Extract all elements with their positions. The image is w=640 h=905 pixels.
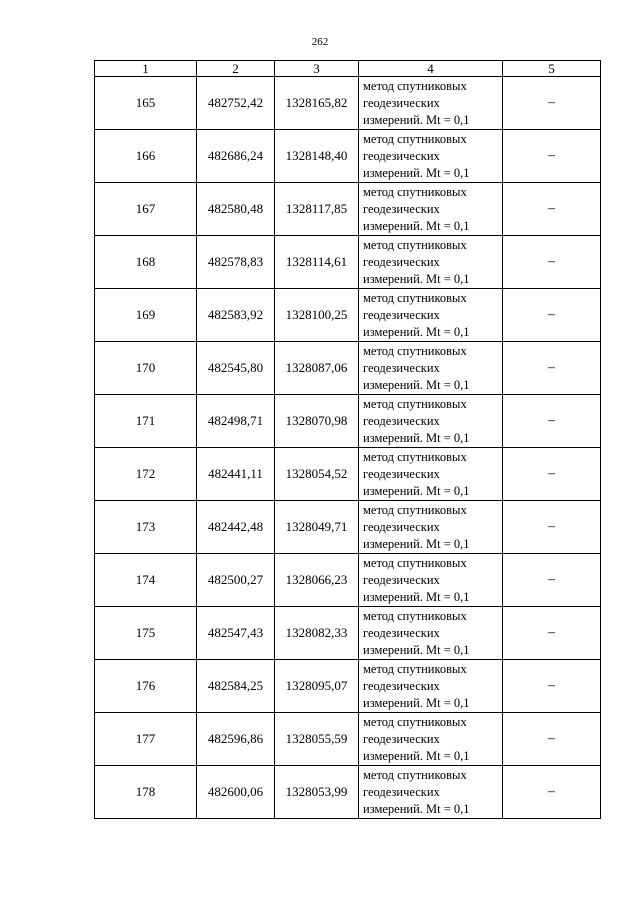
column-header: 1 — [95, 61, 197, 77]
method-line: метод спутниковых — [363, 714, 467, 729]
method-line: измерений. Mt = 0,1 — [363, 271, 470, 286]
x-coordinate-cell: 482752,42 — [197, 77, 275, 130]
method-line: метод спутниковых — [363, 502, 467, 517]
x-coordinate-cell: 482580,48 — [197, 183, 275, 236]
point-number-cell: 177 — [95, 713, 197, 766]
header-row — [95, 61, 601, 77]
method-line: метод спутниковых — [363, 555, 467, 570]
point-number-cell: 175 — [95, 607, 197, 660]
x-coordinate-cell: 482545,80 — [197, 342, 275, 395]
method-line: геодезических — [363, 466, 440, 481]
method-cell — [359, 289, 503, 342]
method-line: геодезических — [363, 307, 440, 322]
method-line: метод спутниковых — [363, 608, 467, 623]
x-coordinate-cell: 482600,06 — [197, 766, 275, 819]
method-line: метод спутниковых — [363, 131, 467, 146]
note-cell: – — [503, 501, 601, 554]
method-line: метод спутниковых — [363, 767, 467, 782]
method-line: геодезических — [363, 519, 440, 534]
method-line: измерений. Mt = 0,1 — [363, 801, 470, 816]
point-number-cell: 166 — [95, 130, 197, 183]
method-cell — [359, 713, 503, 766]
method-line: измерений. Mt = 0,1 — [363, 218, 470, 233]
note-cell: – — [503, 77, 601, 130]
method-line: метод спутниковых — [363, 184, 467, 199]
y-coordinate-cell: 1328053,99 — [275, 766, 359, 819]
y-coordinate-cell: 1328055,59 — [275, 713, 359, 766]
note-cell: – — [503, 713, 601, 766]
note-cell: – — [503, 289, 601, 342]
point-number-cell: 174 — [95, 554, 197, 607]
y-coordinate-cell: 1328087,06 — [275, 342, 359, 395]
table-row — [95, 448, 601, 501]
table-row — [95, 713, 601, 766]
method-line: геодезических — [363, 201, 440, 216]
method-line: геодезических — [363, 360, 440, 375]
y-coordinate-cell: 1328066,23 — [275, 554, 359, 607]
method-cell — [359, 766, 503, 819]
point-number-cell: 173 — [95, 501, 197, 554]
note-cell: – — [503, 448, 601, 501]
table-row — [95, 501, 601, 554]
point-number-cell: 176 — [95, 660, 197, 713]
point-number-cell: 178 — [95, 766, 197, 819]
method-line: метод спутниковых — [363, 78, 467, 93]
method-line: геодезических — [363, 784, 440, 799]
method-line: измерений. Mt = 0,1 — [363, 377, 470, 392]
table-row — [95, 183, 601, 236]
table-row — [95, 554, 601, 607]
table-row — [95, 342, 601, 395]
point-number-cell: 169 — [95, 289, 197, 342]
method-line: метод спутниковых — [363, 290, 467, 305]
note-cell: – — [503, 766, 601, 819]
method-line: измерений. Mt = 0,1 — [363, 483, 470, 498]
method-cell — [359, 501, 503, 554]
point-number-cell: 168 — [95, 236, 197, 289]
table-body — [95, 77, 601, 819]
method-line: геодезических — [363, 95, 440, 110]
y-coordinate-cell: 1328049,71 — [275, 501, 359, 554]
method-line: измерений. Mt = 0,1 — [363, 695, 470, 710]
method-cell — [359, 395, 503, 448]
note-cell: – — [503, 342, 601, 395]
method-line: измерений. Mt = 0,1 — [363, 324, 470, 339]
method-line: измерений. Mt = 0,1 — [363, 748, 470, 763]
method-line: измерений. Mt = 0,1 — [363, 430, 470, 445]
method-cell — [359, 130, 503, 183]
point-number-cell: 167 — [95, 183, 197, 236]
method-line: геодезических — [363, 731, 440, 746]
note-cell: – — [503, 236, 601, 289]
y-coordinate-cell: 1328095,07 — [275, 660, 359, 713]
column-header: 3 — [275, 61, 359, 77]
method-line: измерений. Mt = 0,1 — [363, 536, 470, 551]
column-header: 5 — [503, 61, 601, 77]
method-line: измерений. Mt = 0,1 — [363, 642, 470, 657]
x-coordinate-cell: 482547,43 — [197, 607, 275, 660]
x-coordinate-cell: 482498,71 — [197, 395, 275, 448]
method-line: геодезических — [363, 678, 440, 693]
table-row — [95, 289, 601, 342]
method-cell — [359, 183, 503, 236]
table-row — [95, 766, 601, 819]
column-header: 4 — [359, 61, 503, 77]
table-row — [95, 660, 601, 713]
method-cell — [359, 342, 503, 395]
x-coordinate-cell: 482578,83 — [197, 236, 275, 289]
point-number-cell: 171 — [95, 395, 197, 448]
method-line: метод спутниковых — [363, 661, 467, 676]
y-coordinate-cell: 1328054,52 — [275, 448, 359, 501]
x-coordinate-cell: 482596,86 — [197, 713, 275, 766]
method-line: метод спутниковых — [363, 343, 467, 358]
method-cell — [359, 77, 503, 130]
table-row — [95, 77, 601, 130]
method-line: метод спутниковых — [363, 237, 467, 252]
method-line: геодезических — [363, 572, 440, 587]
x-coordinate-cell: 482441,11 — [197, 448, 275, 501]
method-line: геодезических — [363, 413, 440, 428]
note-cell: – — [503, 130, 601, 183]
method-cell — [359, 607, 503, 660]
column-header: 2 — [197, 61, 275, 77]
point-number-cell: 170 — [95, 342, 197, 395]
y-coordinate-cell: 1328114,61 — [275, 236, 359, 289]
note-cell: – — [503, 607, 601, 660]
x-coordinate-cell: 482584,25 — [197, 660, 275, 713]
note-cell: – — [503, 183, 601, 236]
note-cell: – — [503, 395, 601, 448]
y-coordinate-cell: 1328117,85 — [275, 183, 359, 236]
method-cell — [359, 660, 503, 713]
method-cell — [359, 236, 503, 289]
x-coordinate-cell: 482442,48 — [197, 501, 275, 554]
x-coordinate-cell: 482583,92 — [197, 289, 275, 342]
x-coordinate-cell: 482500,27 — [197, 554, 275, 607]
y-coordinate-cell: 1328070,98 — [275, 395, 359, 448]
method-line: геодезических — [363, 254, 440, 269]
page-number: 262 — [311, 36, 329, 48]
table-row — [95, 236, 601, 289]
method-line: измерений. Mt = 0,1 — [363, 589, 470, 604]
method-line: геодезических — [363, 148, 440, 163]
table-row — [95, 607, 601, 660]
point-number-cell: 165 — [95, 77, 197, 130]
y-coordinate-cell: 1328148,40 — [275, 130, 359, 183]
coordinates-table — [94, 60, 601, 819]
y-coordinate-cell: 1328165,82 — [275, 77, 359, 130]
method-cell — [359, 448, 503, 501]
x-coordinate-cell: 482686,24 — [197, 130, 275, 183]
method-line: метод спутниковых — [363, 396, 467, 411]
note-cell: – — [503, 554, 601, 607]
method-line: геодезических — [363, 625, 440, 640]
table-row — [95, 130, 601, 183]
y-coordinate-cell: 1328100,25 — [275, 289, 359, 342]
method-cell — [359, 554, 503, 607]
y-coordinate-cell: 1328082,33 — [275, 607, 359, 660]
method-line: метод спутниковых — [363, 449, 467, 464]
point-number-cell: 172 — [95, 448, 197, 501]
table-row — [95, 395, 601, 448]
method-line: измерений. Mt = 0,1 — [363, 112, 470, 127]
method-line: измерений. Mt = 0,1 — [363, 165, 470, 180]
note-cell: – — [503, 660, 601, 713]
